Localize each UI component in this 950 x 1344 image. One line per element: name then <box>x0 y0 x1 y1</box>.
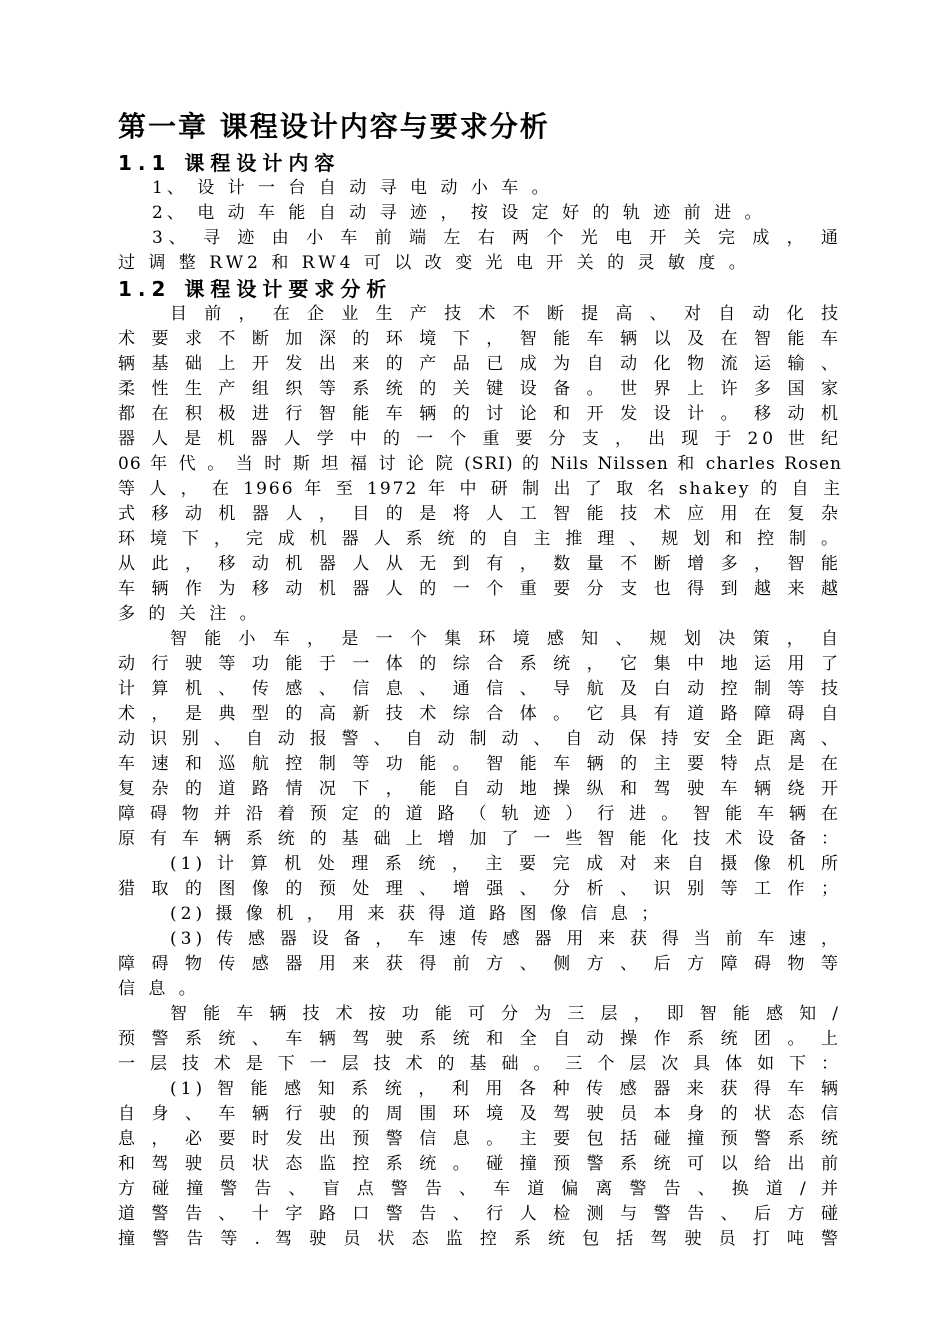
paragraph-line: 2、 电 动 车 能 自 动 寻 迹 ， 按 设 定 好 的 轨 迹 前 进 。 <box>152 203 766 223</box>
paragraph-line: 术 ， 是 典 型 的 高 新 技 术 综 合 体 。 它 具 有 道 路 障 碍 自 <box>118 704 842 724</box>
paragraph-line: 从 此 ， 移 动 机 器 人 从 无 到 有 ， 数 量 不 断 增 多 ， 智 能 <box>118 554 842 574</box>
paragraph-line: (1) 智 能 感 知 系 统 ， 利 用 各 种 传 感 器 来 获 得 车 辆 <box>170 1079 842 1099</box>
paragraph-line: (1) 计 算 机 处 理 系 统 ， 主 要 完 成 对 来 自 摄 像 机 所 <box>170 854 842 874</box>
paragraph-line: 息 ， 必 要 时 发 出 预 警 信 息 。 主 要 包 括 碰 撞 预 警 系 统 <box>118 1129 842 1149</box>
paragraph-line: 障 碍 物 传 感 器 用 来 获 得 前 方 、 侧 方 、 后 方 障 碍 物 等 <box>118 954 842 974</box>
paragraph-line: 方 碰 撞 警 告 、 盲 点 警 告 、 车 道 偏 离 警 告 、 换 道 / 并 <box>118 1179 842 1199</box>
paragraph-line: 智 能 小 车 ， 是 一 个 集 环 境 感 知 、 规 划 决 策 ， 自 <box>170 629 842 649</box>
paragraph-line: 原 有 车 辆 系 统 的 基 础 上 增 加 了 一 些 智 能 化 技 术 设 备 ： <box>118 829 842 849</box>
paragraph-line: 术 要 求 不 断 加 深 的 环 境 下 ， 智 能 车 辆 以 及 在 智 能 车 <box>118 329 842 349</box>
paragraph-line: 计 算 机 、 传 感 、 信 息 、 通 信 、 导 航 及 白 动 控 制 等 技 <box>118 679 842 699</box>
paragraph-line: 车 辆 作 为 移 动 机 器 人 的 一 个 重 要 分 支 也 得 到 越 来 越 <box>118 579 842 599</box>
paragraph-line: 等 人 ， 在 1966 年 至 1972 年 中 研 制 出 了 取 名 shakey 的 自 主 <box>118 479 842 499</box>
paragraph-line: 目 前 ， 在 企 业 生 产 技 术 不 断 提 高 、 对 自 动 化 技 <box>170 304 842 324</box>
document-body <box>118 104 842 1252</box>
paragraph-line: 都 在 积 极 进 行 智 能 车 辆 的 讨 论 和 开 发 设 计 。 移 动 机 <box>118 404 842 424</box>
paragraph-line: 多 的 关 注 。 <box>118 604 261 624</box>
paragraph-line: 猎 取 的 图 像 的 预 处 理 、 增 强 、 分 析 、 识 别 等 工 作 ； <box>118 879 842 899</box>
paragraph-line: 和 驾 驶 员 状 态 监 控 系 统 。 碰 撞 预 警 系 统 可 以 给 出 前 <box>118 1154 842 1174</box>
paragraph-line: 动 识 别 、 自 动 报 警 、 自 动 制 动 、 自 动 保 持 安 全 距 离 、 <box>118 729 842 749</box>
paragraph-line: 过 调 整 RW2 和 RW4 可 以 改 变 光 电 开 关 的 灵 敏 度 。 <box>118 253 750 273</box>
paragraph-line: 环 境 下 ， 完 成 机 器 人 系 统 的 自 主 推 理 、 规 划 和 控 制 。 <box>118 529 842 549</box>
section-heading: 1.1 课程设计内容 <box>118 151 341 175</box>
paragraph-line: 障 碍 物 并 沿 着 预 定 的 道 路 （ 轨 迹 ） 行 进 。 智 能 车 辆 在 <box>118 804 842 824</box>
paragraph-line: 复 杂 的 道 路 情 况 下 ， 能 自 动 地 操 纵 和 驾 驶 车 辆 绕 开 <box>118 779 842 799</box>
paragraph-line: 式 移 动 机 器 人 ， 目 的 是 将 人 工 智 能 技 术 应 用 在 复 杂 <box>118 504 842 524</box>
paragraph-line: 动 行 驶 等 功 能 于 一 体 的 综 合 系 统 ， 它 集 中 地 运 用 了 <box>118 654 842 674</box>
paragraph-line: 预 警 系 统 、 车 辆 驾 驶 系 统 和 全 自 动 操 作 系 统 团 。 上 <box>118 1029 842 1049</box>
paragraph-line: 3、 寻 迹 由 小 车 前 端 左 右 两 个 光 电 开 关 完 成 ， 通 <box>152 228 842 248</box>
paragraph-line: (2) 摄 像 机 ， 用 来 获 得 道 路 图 像 信 息 ； <box>170 904 663 924</box>
paragraph-line: 撞 警 告 等 . 驾 驶 员 状 态 监 控 系 统 包 括 驾 驶 员 打 吨 警 <box>118 1229 842 1249</box>
paragraph-line: 车 速 和 巡 航 控 制 等 功 能 。 智 能 车 辆 的 主 要 特 点 是 在 <box>118 754 842 774</box>
paragraph-line: (3) 传 感 器 设 备 ， 车 速 传 感 器 用 来 获 得 当 前 车 速 ， <box>170 929 842 949</box>
paragraph-line: 道 警 告 、 十 字 路 口 警 告 、 行 人 检 测 与 警 告 、 后 方 碰 <box>118 1204 842 1224</box>
section-heading: 1.2 课程设计要求分析 <box>118 277 393 301</box>
paragraph-line: 信 息 。 <box>118 979 200 999</box>
paragraph-line: 柔 性 生 产 组 织 等 系 统 的 关 键 设 备 。 世 界 上 许 多 国 家 <box>118 379 842 399</box>
chapter-title: 第一章 课程设计内容与要求分析 <box>118 110 550 143</box>
paragraph-line: 器 人 是 机 器 人 学 中 的 一 个 重 要 分 支 ， 出 现 于 20 世 纪 <box>118 429 842 449</box>
paragraph-line: 智 能 车 辆 技 术 按 功 能 可 分 为 三 层 ， 即 智 能 感 知 / <box>170 1004 842 1024</box>
paragraph-line: 1、 设 计 一 台 自 动 寻 电 动 小 车 。 <box>152 178 553 198</box>
paragraph-line: 辆 基 础 上 开 发 出 来 的 产 品 已 成 为 自 动 化 物 流 运 输 、 <box>118 354 842 374</box>
paragraph-line: 06 年 代 。 当 时 斯 坦 福 讨 论 院 (SRI) 的 Nils Nilssen 和 charles Rosen <box>118 454 842 474</box>
paragraph-line: 自 身 、 车 辆 行 驶 的 周 围 环 境 及 驾 驶 员 本 身 的 状 态 信 <box>118 1104 842 1124</box>
paragraph-line: 一 层 技 术 是 下 一 层 技 术 的 基 础 。 三 个 层 次 具 体 如 下 ： <box>118 1054 842 1074</box>
